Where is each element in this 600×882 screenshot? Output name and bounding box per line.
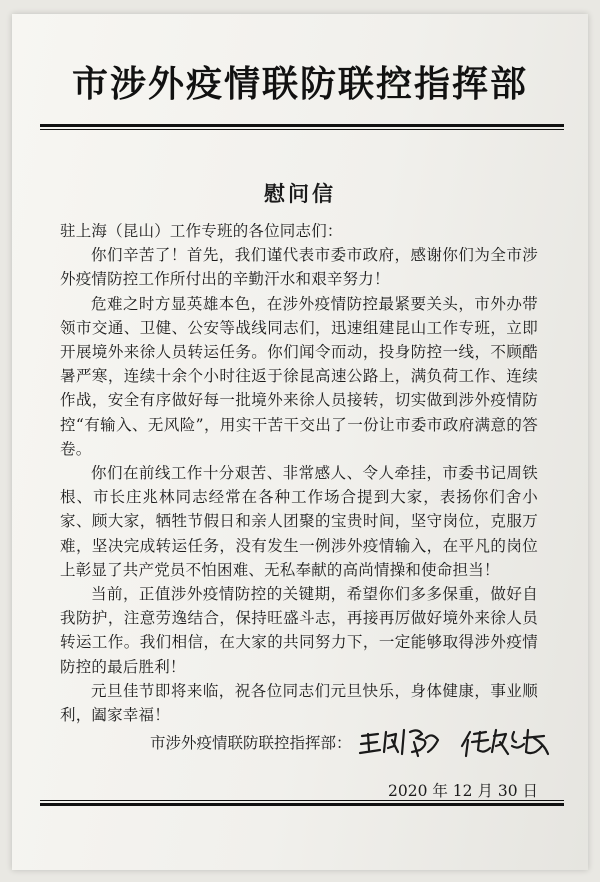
handwritten-signatures <box>358 722 558 762</box>
paragraph: 元旦佳节即将来临，祝各位同志们元旦快乐，身体健康，事业顺利，阖家幸福！ <box>60 681 538 725</box>
header-thick-rule <box>40 124 564 127</box>
handwritten-signature-image <box>358 722 558 762</box>
signature-line <box>150 722 590 762</box>
letter-subject: 慰问信 <box>264 182 336 206</box>
paragraph: 危难之时方显英雄本色，在涉外疫情防控最紧要关头，市外办带领市交通、卫健、公安等战线同志们，迅速组建昆山工作专班，立即开展境外来徐人员转运任务。你们闻令而动，投身防控一线，不顾酷暑严寒，连续十余个小时往返于徐昆高速公路上，满负荷工作、连续作战，安全有序做好每一批境外来徐人员接转，切实做到涉外疫情防控“有输入、无风险”，用实干苦干交出了一份让市委市政府满意的答卷。 <box>60 294 538 458</box>
paragraph: 你们在前线工作十分艰苦、非常感人、令人牵挂，市委书记周铁根、市长庄兆林同志经常在各种工作场合提到大家，表扬你们舍小家、顾大家，牺牲节假日和亲人团聚的宝贵时间，坚守岗位，克服万难，坚决完成转运任务，没有发生一例涉外疫情输入，在平凡的岗位上彰显了共产党员不怕困难、无私奉献的高尚情操和使命担当！ <box>60 464 538 579</box>
signature-org: 市涉外疫情联防联控指挥部： <box>150 734 352 752</box>
letterhead-title: 市涉外疫情联防联控指挥部 <box>71 64 528 105</box>
paragraph: 你们辛苦了！首先，我们谨代表市委市政府，感谢你们为全市涉外疫情防控工作所付出的辛勤汗水和艰辛努力！ <box>60 246 538 289</box>
letter-date: 2020 年 12 月 30 日 <box>388 782 539 800</box>
letter-body <box>60 219 538 727</box>
salutation: 驻上海（昆山）工作专班的各位同志们： <box>60 222 343 240</box>
footer-thin-rule <box>40 800 564 801</box>
header-thin-rule <box>40 129 564 130</box>
footer-thick-rule <box>40 803 564 806</box>
paragraph: 当前，正值涉外疫情防控的关键期，希望你们多多保重，做好自我防护，注意劳逸结合，保持旺盛斗志，再接再厉做好境外来徐人员转运工作。我们相信，在大家的共同努力下，一定能够取得涉外疫情防控的最后胜利！ <box>60 585 538 676</box>
